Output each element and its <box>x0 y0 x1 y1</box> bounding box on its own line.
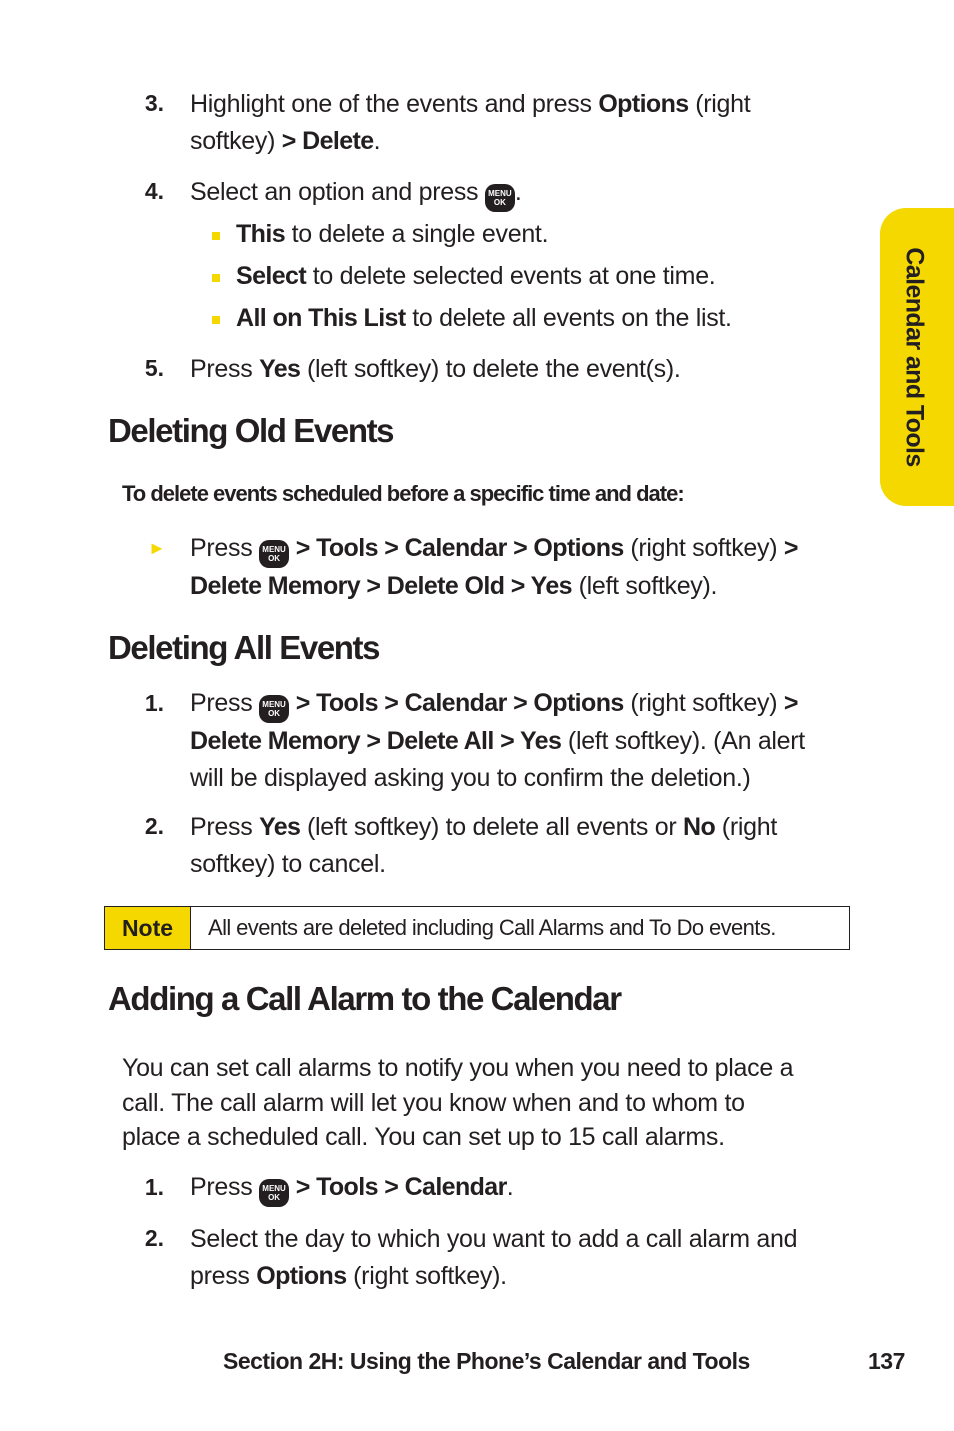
menu-ok-key-icon: MENU OK <box>485 184 515 212</box>
step-5-text: Press Yes (left softkey) to delete the event(s). <box>190 355 681 383</box>
step-number: 1. <box>144 1174 164 1200</box>
note-box <box>104 906 850 950</box>
section-heading: Deleting All Events <box>108 629 380 666</box>
step-2-text: Select the day to which you want to add a call alarm and press Options (right softkey). <box>190 1225 798 1290</box>
page-number: 137 <box>868 1348 905 1374</box>
step-1-text: Press MENU OK > Tools > Calendar. <box>190 1169 513 1207</box>
section-heading: Adding a Call Alarm to the Calendar <box>108 980 621 1017</box>
bullet-icon <box>212 316 220 324</box>
step-number: 4. <box>144 178 164 204</box>
subheading: To delete events scheduled before a specific time and date: <box>122 481 684 506</box>
step-2-text: Press Yes (left softkey) to delete all events or No (right softkey) to cancel. <box>190 813 777 878</box>
menu-ok-key-icon: MENU OK <box>259 540 289 568</box>
step-number: 5. <box>144 355 164 381</box>
step-number: 2. <box>144 813 164 839</box>
list-item: All on This List to delete all events on the list. <box>236 304 732 332</box>
step-number: 2. <box>144 1225 164 1251</box>
step-number: 3. <box>144 90 164 116</box>
note-text: All events are deleted including Call Alarms and To Do events. <box>208 915 776 940</box>
arrow-bullet-icon: ► <box>148 538 166 558</box>
instruction-text: Press MENU OK > Tools > Calendar > Options (right softkey) > Delete Memory > Delete Old > Yes (left softkey). <box>190 534 798 600</box>
step-number: 1. <box>144 690 164 716</box>
note-label: Note <box>105 907 191 949</box>
step-1-text: Press MENU OK > Tools > Calendar > Options (right softkey) > Delete Memory > Delete All > Yes (left softkey). (An alert will be displayed asking you to confirm the deletion.) <box>190 689 805 792</box>
menu-ok-key-icon: MENU OK <box>259 695 289 723</box>
step-3-text: Highlight one of the events and press Options (right softkey) > Delete. <box>190 90 751 155</box>
footer-section: Section 2H: Using the Phone’s Calendar and Tools <box>223 1348 750 1374</box>
side-tab-label: Calendar and Tools <box>900 247 929 467</box>
step-4-text: Select an option and press MENU OK . <box>190 174 522 212</box>
list-item: Select to delete selected events at one time. <box>236 262 716 290</box>
paragraph: You can set call alarms to notify you when you need to place a call. The call alarm will let you know when and to whom to place a scheduled call. You can set up to 15 call alarms. <box>122 1054 794 1151</box>
section-heading: Deleting Old Events <box>108 412 394 449</box>
list-item: This to delete a single event. <box>236 220 549 248</box>
menu-ok-key-icon: MENU OK <box>259 1179 289 1207</box>
bullet-icon <box>212 274 220 282</box>
bullet-icon <box>212 232 220 240</box>
